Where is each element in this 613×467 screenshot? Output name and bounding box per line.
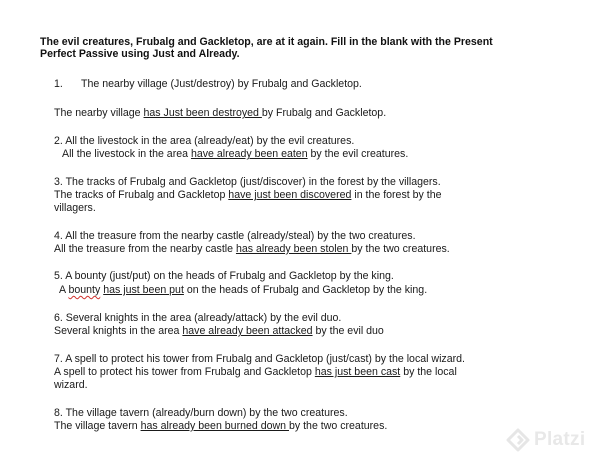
exercise-5-prompt: 5. A bounty (just/put) on the heads of Frubalg and Gackletop by the king. [54, 270, 394, 282]
answer-text: by the evil creatures. [307, 148, 409, 160]
exercise-3-answer-cont: villagers. [54, 202, 96, 214]
answer-text: The nearby village [54, 107, 144, 119]
exercise-7-prompt: 7. A spell to protect his tower from Frubalg and Gackletop (just/cast) by the local wizard. [54, 353, 465, 365]
platzi-watermark [506, 428, 585, 452]
answer-text: The tracks of Frubalg and Gackletop [54, 189, 229, 201]
exercise-2-prompt: 2. All the livestock in the area (already/eat) by the evil creatures. [54, 135, 355, 147]
exercise-6-answer [54, 325, 384, 337]
exercise-8-answer [54, 420, 387, 432]
answer-text: by the evil duo [312, 325, 384, 337]
exercise-6-blank-answer: have already been attacked [182, 325, 313, 337]
answer-text: in the forest by the [351, 189, 442, 201]
exercise-8-blank-answer: has already been burned down [140, 420, 289, 432]
answer-text: All the treasure from the nearby castle [54, 243, 236, 255]
platzi-logo-icon [506, 428, 530, 452]
answer-text: A spell to protect his tower from Frubalg and Gackletop [54, 366, 315, 378]
exercise-1-blank-answer: has Just been destroyed [143, 107, 262, 119]
title-line-1: The evil creatures, Frubalg and Gackletop, are at it again. Fill in the blank with the Present [40, 36, 493, 48]
answer-text: Several knights in the area [54, 325, 183, 337]
exercise-8-prompt: 8. The village tavern (already/burn down) by the two creatures. [54, 407, 348, 419]
exercise-2-answer [62, 148, 408, 160]
exercise-4-prompt: 4. All the treasure from the nearby castle (already/steal) by the two creatures. [54, 230, 416, 242]
answer-text: The village tavern [54, 420, 141, 432]
exercise-5-answer [59, 284, 427, 296]
exercise-1-answer [54, 107, 386, 119]
answer-text: All the livestock in the area [62, 148, 191, 160]
exercise-3-answer [54, 189, 442, 201]
exercise-3-blank-answer: have just been discovered [228, 189, 352, 201]
exercise-3-prompt: 3. The tracks of Frubalg and Gackletop (just/discover) in the forest by the villagers. [54, 176, 441, 188]
exercise-7-blank-answer: has just been cast [314, 366, 401, 378]
exercise-7-answer-cont: wizard. [54, 379, 88, 391]
exercise-4-blank-answer: has already been stolen [235, 243, 352, 255]
exercise-1-prompt-text: The nearby village (Just/destroy) by Frubalg and Gackletop. [81, 78, 362, 90]
answer-text: by the two creatures. [351, 243, 450, 255]
spellcheck-word: bounty [68, 284, 101, 296]
instructions-title [40, 36, 580, 60]
answer-text: by the two creatures. [288, 420, 388, 432]
answer-text: by the local [400, 366, 457, 378]
watermark-text: Platzi [534, 429, 586, 450]
exercise-5-blank-answer: has just been put [103, 284, 184, 296]
exercise-4-answer [54, 243, 450, 255]
exercise-1-prompt [54, 78, 362, 90]
exercise-1-number: 1. [54, 78, 63, 90]
title-line-2: Perfect Passive using Just and Already. [40, 48, 240, 60]
exercise-7-answer [54, 366, 457, 378]
answer-text: by Frubalg and Gackletop. [261, 107, 387, 119]
exercise-2-blank-answer: have already been eaten [190, 148, 308, 160]
answer-text: A [59, 284, 69, 296]
answer-text: on the heads of Frubalg and Gackletop by the king. [183, 284, 428, 296]
exercise-6-prompt: 6. Several knights in the area (already/attack) by the evil duo. [54, 312, 342, 324]
